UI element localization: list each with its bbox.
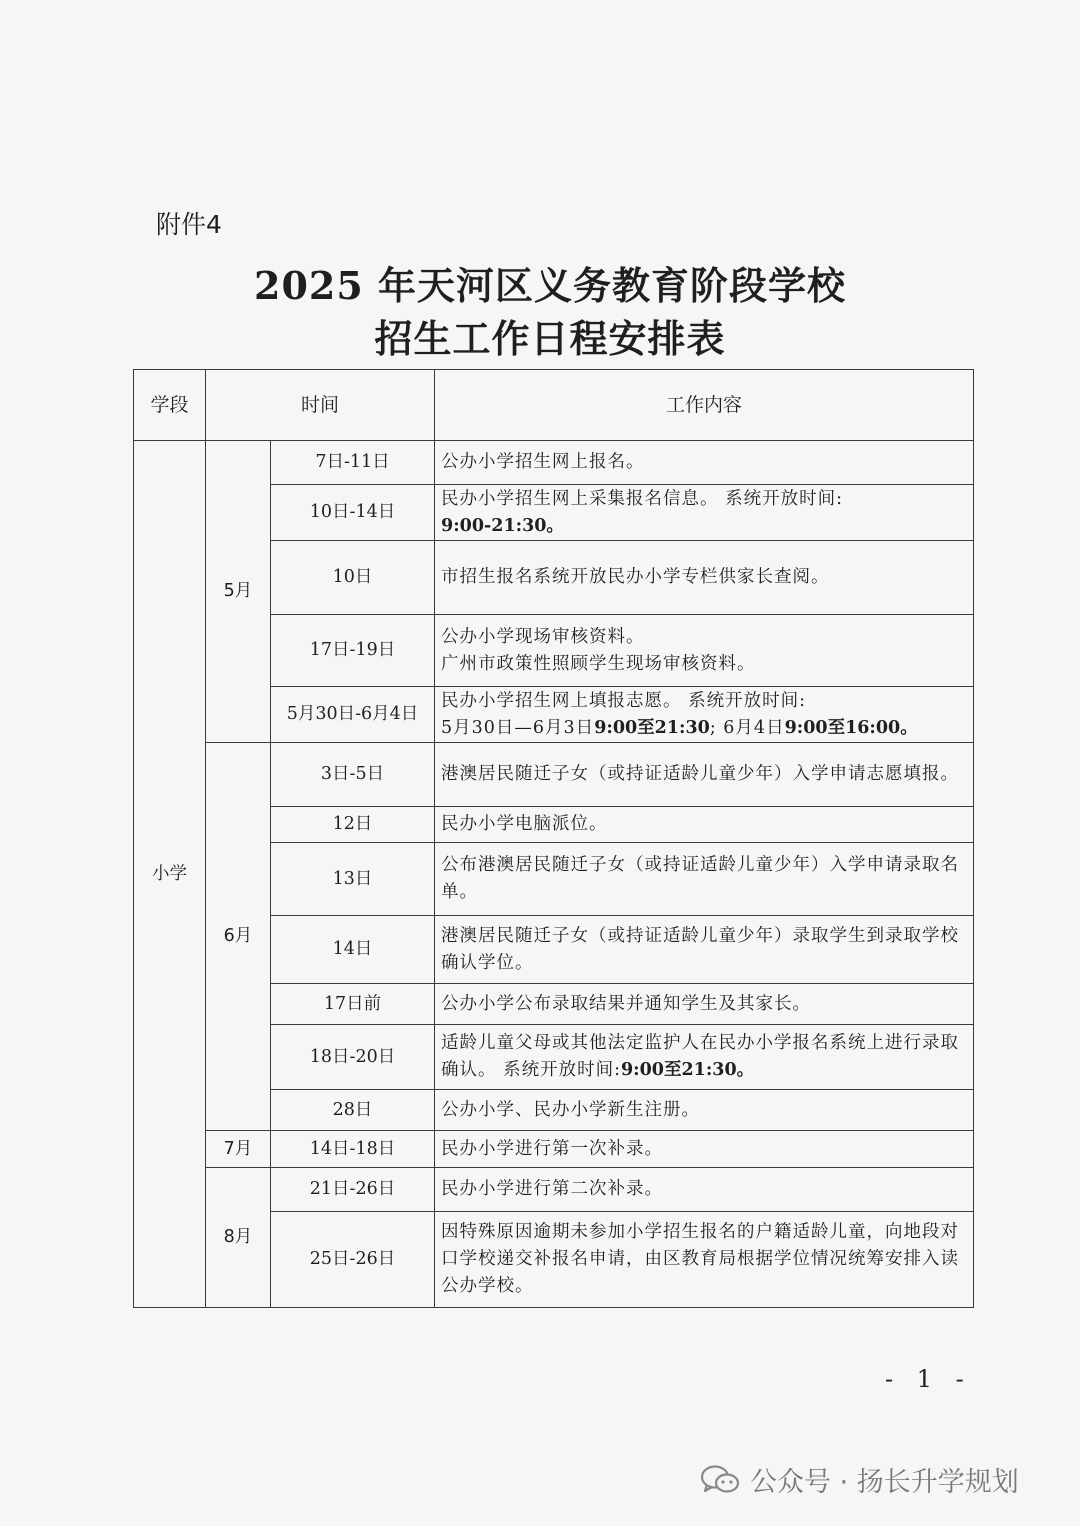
header-content: 工作内容 bbox=[435, 370, 974, 441]
watermark bbox=[700, 1460, 1019, 1499]
content-text: 民办小学招生网上填报志愿。 系统开放时间: bbox=[441, 690, 806, 711]
table-header-row bbox=[134, 370, 974, 441]
content-date-range: 5月30日—6月3日 bbox=[441, 717, 595, 738]
content-cell: 公办小学公布录取结果并通知学生及其家长。 bbox=[435, 984, 974, 1025]
wechat-icon bbox=[700, 1464, 740, 1496]
date-cell: 5月30日-6月4日 bbox=[271, 687, 435, 743]
date-cell: 18日-20日 bbox=[271, 1025, 435, 1090]
date-cell: 14日 bbox=[271, 916, 435, 984]
month-cell-august: 8月 bbox=[206, 1168, 271, 1308]
table-row bbox=[134, 441, 974, 485]
content-time-bold: 9:00-21:30。 bbox=[441, 515, 564, 536]
content-text: 民办小学招生网上采集报名信息。 系统开放时间: bbox=[441, 488, 843, 509]
content-cell bbox=[435, 1025, 974, 1090]
schedule-table bbox=[133, 369, 974, 1308]
content-date: ; 6月4日 bbox=[709, 717, 785, 738]
content-time-bold: 9:00至21:30。 bbox=[620, 1060, 755, 1080]
content-text: 公办小学现场审核资料。 bbox=[441, 626, 645, 647]
date-cell: 12日 bbox=[271, 807, 435, 843]
content-cell: 港澳居民随迁子女（或持证适龄儿童少年）录取学生到录取学校确认学位。 bbox=[435, 916, 974, 984]
content-cell: 民办小学电脑派位。 bbox=[435, 807, 974, 843]
content-cell: 民办小学进行第二次补录。 bbox=[435, 1168, 974, 1212]
table-row bbox=[134, 1168, 974, 1212]
header-stage: 学段 bbox=[134, 370, 206, 441]
content-cell bbox=[435, 615, 974, 687]
table-row bbox=[134, 1131, 974, 1168]
table-row bbox=[134, 743, 974, 807]
date-cell: 10日-14日 bbox=[271, 485, 435, 541]
content-time-bold: 9:00至21:30 bbox=[594, 717, 710, 738]
month-cell-may: 5月 bbox=[206, 441, 271, 743]
content-text: 适龄儿童父母或其他法定监护人在民办小学报名系统上进行录取确认。 系统开放时间: bbox=[441, 1033, 960, 1080]
month-cell-july: 7月 bbox=[206, 1131, 271, 1168]
content-cell bbox=[435, 687, 974, 743]
date-cell: 17日-19日 bbox=[271, 615, 435, 687]
date-cell: 13日 bbox=[271, 843, 435, 916]
month-cell-june: 6月 bbox=[206, 743, 271, 1131]
content-cell: 因特殊原因逾期未参加小学招生报名的户籍适龄儿童，向地段对口学校递交补报名申请，由区教育局根据学位情况统筹安排入读公办学校。 bbox=[435, 1212, 974, 1308]
content-cell: 港澳居民随迁子女（或持证适龄儿童少年）入学申请志愿填报。 bbox=[435, 743, 974, 807]
date-cell: 21日-26日 bbox=[271, 1168, 435, 1212]
header-time: 时间 bbox=[206, 370, 435, 441]
page-title-line1: 2025 年天河区义务教育阶段学校 bbox=[254, 263, 846, 308]
page-title-line2: 招生工作日程安排表 bbox=[374, 316, 726, 361]
page-number: - 1 - bbox=[885, 1365, 972, 1393]
date-cell: 3日-5日 bbox=[271, 743, 435, 807]
content-cell: 公布港澳居民随迁子女（或持证适龄儿童少年）入学申请录取名单。 bbox=[435, 843, 974, 916]
content-cell: 民办小学进行第一次补录。 bbox=[435, 1131, 974, 1168]
date-cell: 17日前 bbox=[271, 984, 435, 1025]
content-cell: 市招生报名系统开放民办小学专栏供家长查阅。 bbox=[435, 541, 974, 615]
date-cell: 10日 bbox=[271, 541, 435, 615]
stage-cell: 小学 bbox=[134, 441, 206, 1308]
content-cell: 公办小学招生网上报名。 bbox=[435, 441, 974, 485]
attachment-label: 附件4 bbox=[156, 210, 222, 239]
content-text-2: 广州市政策性照顾学生现场审核资料。 bbox=[441, 653, 756, 674]
content-time-bold-2: 9:00至16:00。 bbox=[784, 717, 918, 738]
content-cell bbox=[435, 485, 974, 541]
watermark-text: 公众号 · 扬长升学规划 bbox=[750, 1467, 1019, 1498]
date-cell: 25日-26日 bbox=[271, 1212, 435, 1308]
date-cell: 14日-18日 bbox=[271, 1131, 435, 1168]
content-cell: 公办小学、民办小学新生注册。 bbox=[435, 1090, 974, 1131]
date-cell: 28日 bbox=[271, 1090, 435, 1131]
date-cell: 7日-11日 bbox=[271, 441, 435, 485]
